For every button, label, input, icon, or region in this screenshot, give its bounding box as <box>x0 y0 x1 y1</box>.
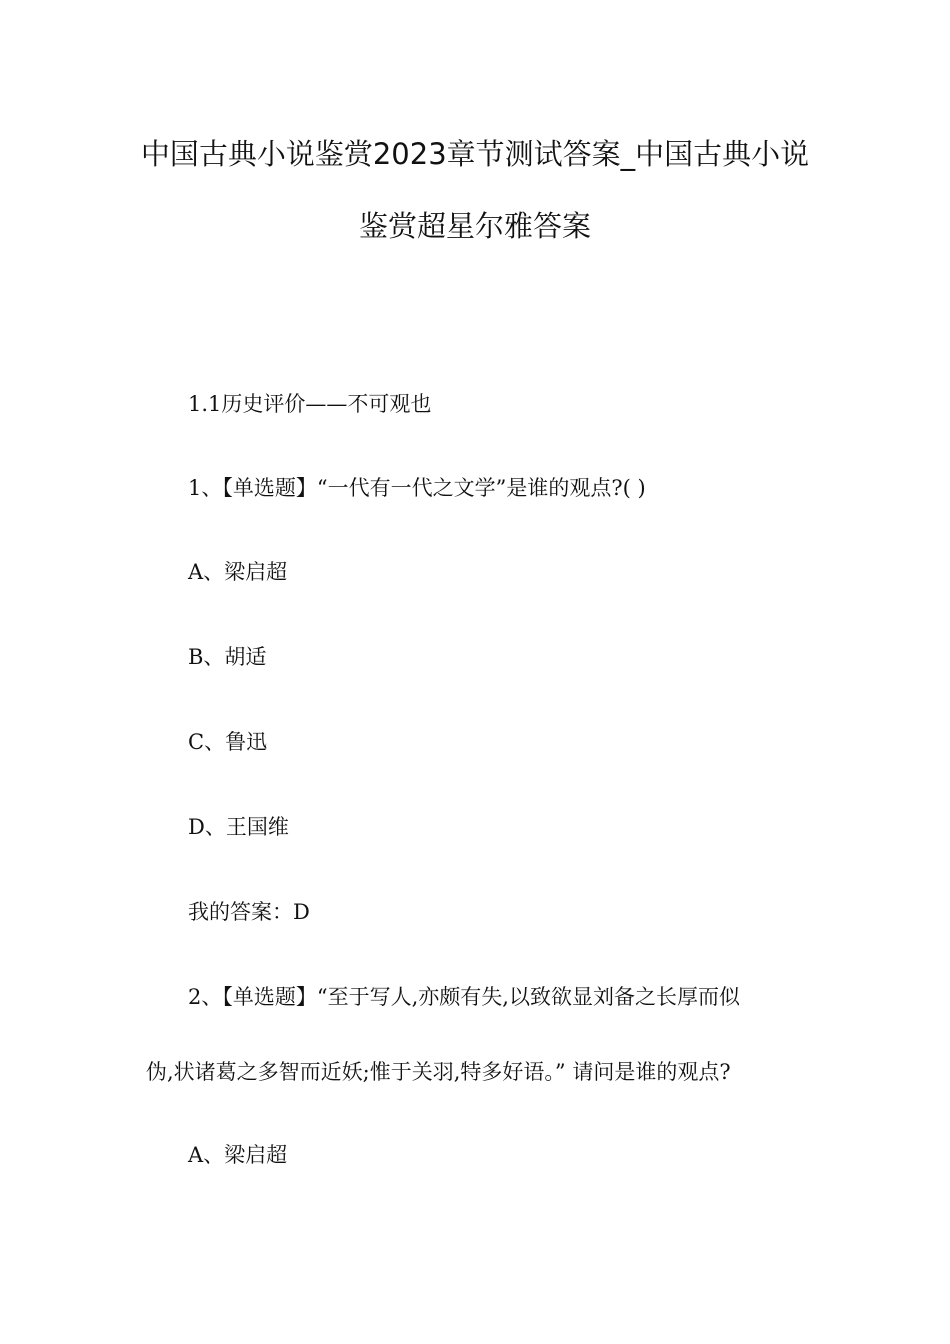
question-1-option-c: C、鲁迅 <box>188 730 268 754</box>
document-title-line-2: 鉴赏超星尔雅答案 <box>358 209 591 243</box>
question-1-stem: 1、【单选题】“一代有一代之文学”是谁的观点?( ) <box>188 476 646 500</box>
document-title-line-1: 中国古典小说鉴赏2023章节测试答案_中国古典小说 <box>140 137 810 171</box>
question-1-answer: 我的答案：D <box>188 900 310 924</box>
question-2-option-a: A、梁启超 <box>188 1143 288 1167</box>
question-1-option-b: B、胡适 <box>188 645 267 669</box>
question-1-option-d: D、王国维 <box>188 815 289 839</box>
question-1-option-a: A、梁启超 <box>188 560 288 584</box>
section-heading: 1.1历史评价——不可观也 <box>188 392 432 416</box>
question-2-stem-line-1: 2、【单选题】“至于写人,亦颇有失,以致欲显刘备之长厚而似 <box>188 985 740 1009</box>
question-2-stem-line-2: 伪,状诸葛之多智而近妖;惟于关羽,特多好语。” 请问是谁的观点? <box>146 1060 731 1084</box>
